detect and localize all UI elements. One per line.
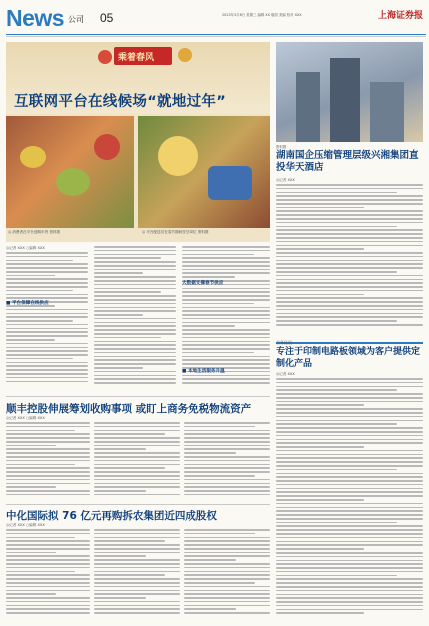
section-name: 公司 [68, 15, 84, 24]
masthead-rule [6, 34, 426, 35]
photo-caption-left: ◎ 消费者在平台选购年货 资料图 [8, 230, 61, 234]
sidebar-byline-2: ◎记者 XXX [276, 372, 295, 376]
sidebar-text-2 [276, 378, 423, 622]
photo-shopper [6, 116, 134, 228]
sidebar-headline-1: 湖南国企压缩管理层级兴湘集团直投华天酒店 [276, 150, 419, 173]
sidebar-photo [276, 42, 423, 142]
newspaper-brand: 上海证券报 [377, 11, 423, 21]
sidebar-byline-1: ◎记者 XXX [276, 178, 295, 182]
article1-text-col-2 [94, 422, 180, 500]
sidebar-divider [276, 342, 423, 344]
lead-subhead-2: 大数据支撑春节供应 [182, 281, 224, 286]
sidebar-text-1 [276, 184, 423, 334]
produce-shape [20, 146, 46, 168]
article-divider [6, 396, 270, 397]
helmet-shape [158, 136, 198, 176]
article2-text-col-2 [94, 529, 180, 621]
lead-story-visual [6, 42, 270, 242]
photo-courier [138, 116, 270, 228]
lead-headline: 互联网平台在线候场“就地过年” [14, 94, 227, 110]
delivery-box-shape [208, 166, 252, 200]
produce-shape [94, 134, 120, 160]
sidebar-headline-2: 专注于印制电路板领域为客户提供定制化产品 [276, 347, 421, 369]
lead-text-col-2 [94, 246, 176, 392]
building-shape [330, 58, 360, 142]
sidebar-kicker: 业务拓展 [276, 340, 292, 345]
article-byline-1: ◎记者 XXX ○编辑 XXX [6, 416, 45, 420]
blossom-icon [178, 48, 192, 62]
masthead [0, 0, 429, 40]
lead-subhead-3: ■ 本地生活服务升温 [182, 369, 225, 374]
article-headline-1: 顺丰控股伸展筹划收购事项 或盯上商务免税物流资产 [6, 403, 252, 415]
produce-shape [56, 168, 90, 196]
photo-caption-right: ◎ 平台配送员在春节期间坚守岗位 资料图 [142, 230, 209, 234]
article2-text-col-1 [6, 529, 90, 621]
article2-text-col-3 [184, 529, 270, 621]
masthead-rule-grey [6, 36, 426, 37]
article-divider [6, 504, 270, 505]
building-shape [296, 72, 320, 142]
news-logo: News [6, 5, 65, 31]
lead-text-col-1 [6, 252, 88, 392]
page-number: 05 [100, 11, 114, 25]
lantern-icon [98, 50, 112, 64]
building-shape [370, 82, 404, 142]
sidebar-photo-caption: 资料图 [276, 145, 287, 149]
article-byline-2: ◎记者 XXX ○编辑 XXX [6, 523, 45, 527]
banner-tag: 乘着春风 [118, 53, 155, 63]
issue-meta: 2023年3月8日 星期三 编辑 XX 版面 美编 校对 XXX [222, 13, 302, 17]
article1-text-col-3 [184, 422, 270, 500]
lead-byline: ◎记者 XXX ○编辑 XXX [6, 246, 45, 250]
article-headline-2: 中化国际拟 76 亿元再购拆农集团近四成股权 [6, 510, 217, 522]
article1-text-col-1 [6, 422, 90, 500]
lead-subhead-1: ■ 平台保障在线供应 [6, 301, 49, 306]
